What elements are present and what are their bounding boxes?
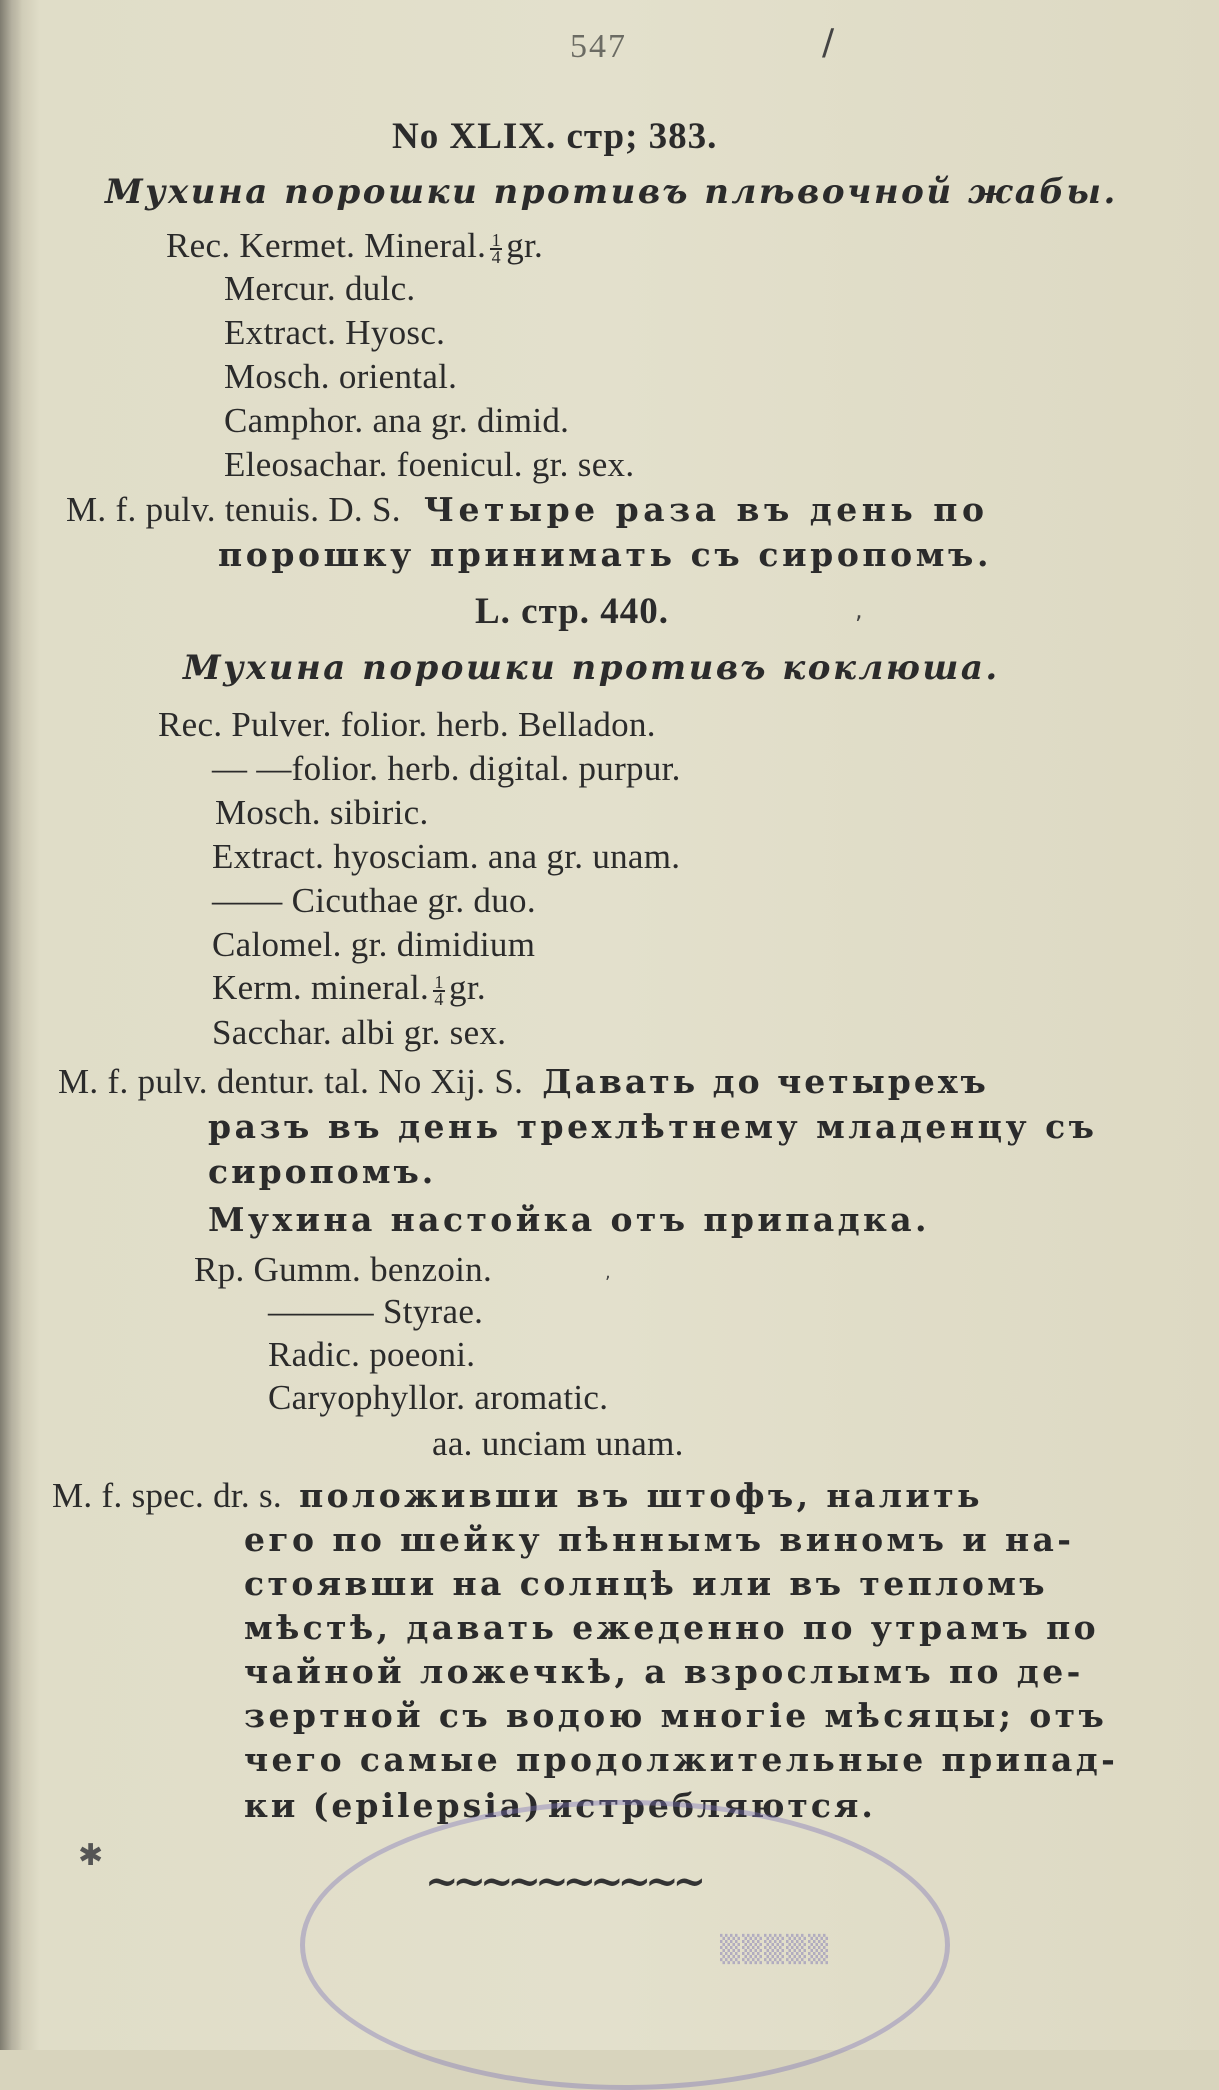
rx-line: Camphor. ana gr. dimid. <box>224 401 570 440</box>
section-heading-xlix: No XLIX. стр; 383. <box>392 116 718 157</box>
instruction-line: чего самые продолжительные припад- <box>244 1740 1119 1779</box>
ink-blot: ✱ <box>78 1838 104 1873</box>
signature-line: M. f. spec. dr. s. положивши въ штофъ, налить <box>52 1476 983 1515</box>
rx-line: Rec. Pulver. folior. herb. Belladon. <box>158 705 656 744</box>
stamp-impression: ▒▒▒▒▒ <box>720 1935 830 1965</box>
corner-mark: / <box>822 22 835 63</box>
fraction: $\frac{1}{4}$ <box>491 229 501 267</box>
rx-line: Eleosachar. foenicul. gr. sex. <box>224 445 635 484</box>
instruction-line: порошку принимать съ сиропомъ. <box>218 535 993 574</box>
rx-line: ——— Styrae. <box>268 1292 484 1331</box>
section-title-3: Мухина настойка отъ припадка. <box>208 1200 930 1239</box>
rx-line: Sacchar. albi gr. sex. <box>212 1013 507 1052</box>
library-stamp <box>300 1800 950 2090</box>
signature-line: M. f. pulv. tenuis. D. S. Четыре раза въ день по <box>66 490 989 529</box>
instruction-line: сиропомъ. <box>208 1152 437 1191</box>
page-number: 547 <box>570 28 627 65</box>
page-binding-edge <box>0 0 22 2050</box>
rx-line: — —folior. herb. digital. purpur. <box>212 749 681 788</box>
fraction: $\frac{1}{4}$ <box>434 971 444 1009</box>
rx-line: Radic. poeoni. <box>268 1335 476 1374</box>
instruction-line: зертной съ водою многіе мѣсяцы; отъ <box>244 1696 1108 1735</box>
rx-line: Extract. hyosciam. ana gr. unam. <box>212 837 681 876</box>
rx-line: Caryophyllor. aromatic. <box>268 1378 609 1417</box>
rx-line: aa. unciam unam. <box>432 1424 684 1463</box>
instruction-line: ки (epilepsia) истребляются. <box>244 1786 876 1825</box>
rx-line: Rec. Kermet. Mineral. $\frac{1}{4}$ gr. <box>166 226 544 267</box>
signature-line: M. f. pulv. dentur. tal. No Xij. S. Давать до четырехъ <box>58 1062 989 1101</box>
rx-line: Extract. Hyosc. <box>224 313 446 352</box>
instruction-line: чайной ложечкѣ, а взрослымъ по де- <box>244 1652 1084 1691</box>
rx-line: Mosch. sibiric. <box>215 793 429 832</box>
instruction-line: разъ въ день трехлѣтнему младенцу съ <box>208 1107 1098 1146</box>
rx-line: Mercur. dulc. <box>224 269 416 308</box>
rx-line: Calomel. gr. dimidium <box>212 925 536 964</box>
instruction-line: стоявши на солнцѣ или въ тепломъ <box>244 1564 1049 1603</box>
rx-line: Mosch. oriental. <box>224 357 458 396</box>
rx-line: Rp. Gumm. benzoin. <box>194 1250 493 1289</box>
stray-mark: , <box>855 596 863 624</box>
section-heading-l: L. стр. 440. <box>475 591 670 632</box>
instruction-line: мѣстѣ, давать ежеденно по утрамъ по <box>244 1608 1100 1647</box>
stray-mark: , <box>605 1262 611 1283</box>
rx-line: —— Cicuthae gr. duo. <box>212 881 536 920</box>
section-title-1: Мухина порошки противъ плѣвочной жабы. <box>105 172 1118 212</box>
rx-line: Kerm. mineral. $\frac{1}{4}$ gr. <box>212 968 486 1009</box>
closing-ornament: ~~~~~~~~~~ <box>425 1858 701 1905</box>
section-title-2: Мухина порошки противъ коклюша. <box>183 648 1000 688</box>
instruction-line: его по шейку пѣннымъ виномъ и на- <box>244 1520 1075 1559</box>
